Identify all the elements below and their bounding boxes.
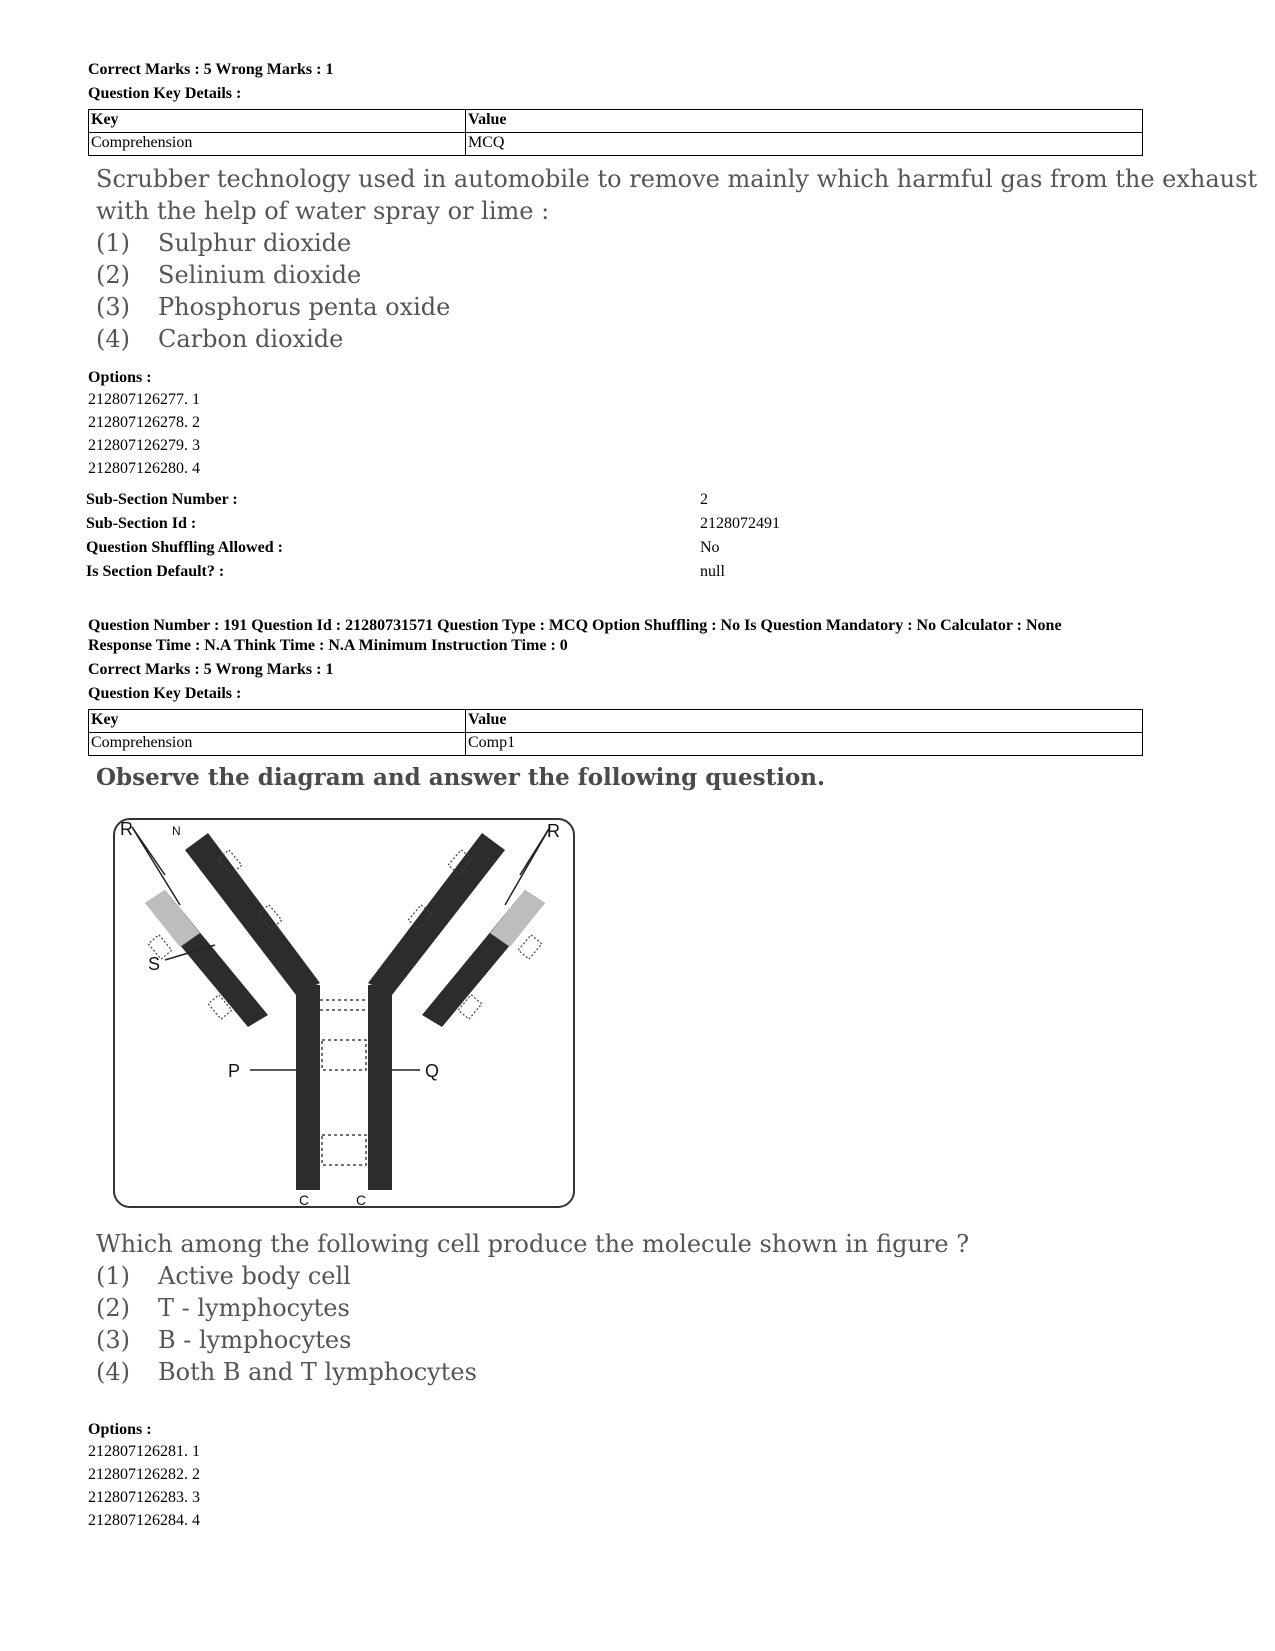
q2-key-table: [88, 709, 1143, 756]
option-item: 212807126284. 4: [88, 1512, 200, 1529]
q1-options-list: [88, 388, 200, 480]
q1-key-table: [88, 109, 1143, 156]
q1-choice: [96, 323, 1216, 355]
antibody-diagram: [110, 815, 580, 1215]
diagram-frame: [114, 819, 574, 1207]
section-default-value: null: [700, 563, 725, 580]
choice-text: Active body cell: [158, 1262, 351, 1290]
q1-key-details-label: Question Key Details :: [88, 85, 242, 102]
q2-choice: [96, 1260, 1216, 1292]
q1-question-text: [96, 163, 1258, 355]
q2-question-text: [96, 1228, 1216, 1388]
label-q: Q: [425, 1061, 440, 1081]
subsection-id-label: Sub-Section Id :: [86, 515, 197, 532]
choice-number: (3): [96, 1326, 130, 1354]
label-r-left: R: [120, 819, 133, 839]
table-row: [89, 110, 1143, 133]
table-header-value: Value: [466, 110, 1143, 133]
option-item: 212807126281. 1: [88, 1443, 200, 1460]
option-item: 212807126282. 2: [88, 1466, 200, 1483]
left-heavy-chain-stem: [296, 985, 320, 1190]
table-header-key: Key: [89, 110, 466, 133]
q2-instruction: Observe the diagram and answer the following question.: [96, 764, 826, 791]
label-c-left: C: [299, 1192, 310, 1208]
q2-key-details-label: Question Key Details :: [88, 685, 242, 702]
table-row: [89, 733, 1143, 756]
shuffle-allowed-value: No: [700, 539, 720, 556]
option-item: 212807126279. 3: [88, 437, 200, 454]
q2-header-line: Question Number : 191 Question Id : 21280731571 Question Type : MCQ Option Shuffling : No Is Question Mandatory : No Calculator : None: [88, 617, 1062, 634]
choice-number: (1): [96, 229, 130, 257]
option-item: 212807126283. 3: [88, 1489, 200, 1506]
q1-question-line: with the help of water spray or lime :: [96, 197, 550, 225]
choice-text: Selinium dioxide: [158, 261, 362, 289]
q2-header-line: Response Time : N.A Think Time : N.A Minimum Instruction Time : 0: [88, 637, 568, 654]
choice-number: (3): [96, 293, 130, 321]
q2-options-list: [88, 1440, 200, 1532]
choice-number: (2): [96, 261, 130, 289]
table-cell-value: MCQ: [466, 133, 1143, 156]
q2-header: [88, 616, 1228, 656]
label-n: N: [172, 824, 181, 838]
shuffle-allowed-label: Question Shuffling Allowed :: [86, 539, 283, 556]
table-row: [89, 710, 1143, 733]
choice-number: (1): [96, 1262, 130, 1290]
choice-text: B - lymphocytes: [158, 1326, 352, 1354]
choice-text: Both B and T lymphocytes: [158, 1358, 477, 1386]
choice-text: T - lymphocytes: [158, 1294, 350, 1322]
choice-text: Carbon dioxide: [158, 325, 344, 353]
section-default-label: Is Section Default? :: [86, 563, 225, 580]
label-p: P: [228, 1061, 241, 1081]
choice-number: (4): [96, 1358, 130, 1386]
q1-options-label: Options :: [88, 369, 152, 386]
table-row: [89, 133, 1143, 156]
subsection-number-value: 2: [700, 491, 708, 508]
label-r-right: R: [547, 821, 560, 841]
choice-number: (2): [96, 1294, 130, 1322]
table-cell-value: Comp1: [466, 733, 1143, 756]
table-cell-key: Comprehension: [89, 733, 466, 756]
q2-question-line: Which among the following cell produce the molecule shown in figure ?: [96, 1230, 970, 1258]
q2-choice: [96, 1324, 1216, 1356]
q1-choice: [96, 227, 1216, 259]
q2-marks-line: Correct Marks : 5 Wrong Marks : 1: [88, 661, 334, 678]
q2-choice: [96, 1356, 1216, 1388]
q1-choice: [96, 259, 1216, 291]
subsection-number-label: Sub-Section Number :: [86, 491, 238, 508]
choice-number: (4): [96, 325, 130, 353]
option-item: 212807126280. 4: [88, 460, 200, 477]
label-c-right: C: [356, 1192, 367, 1208]
label-s: S: [148, 954, 161, 974]
q1-marks-line: Correct Marks : 5 Wrong Marks : 1: [88, 61, 334, 78]
table-cell-key: Comprehension: [89, 133, 466, 156]
q2-choice: [96, 1292, 1216, 1324]
choice-text: Sulphur dioxide: [158, 229, 352, 257]
option-item: 212807126278. 2: [88, 414, 200, 431]
q1-question-line: Scrubber technology used in automobile to remove mainly which harmful gas from the exhaust: [96, 165, 1258, 193]
right-heavy-chain-stem: [368, 985, 392, 1190]
choice-text: Phosphorus penta oxide: [158, 293, 451, 321]
table-header-key: Key: [89, 710, 466, 733]
subsection-id-value: 2128072491: [700, 515, 780, 532]
table-header-value: Value: [466, 710, 1143, 733]
q1-choice: [96, 291, 1216, 323]
option-item: 212807126277. 1: [88, 391, 200, 408]
q2-options-label: Options :: [88, 1421, 152, 1438]
